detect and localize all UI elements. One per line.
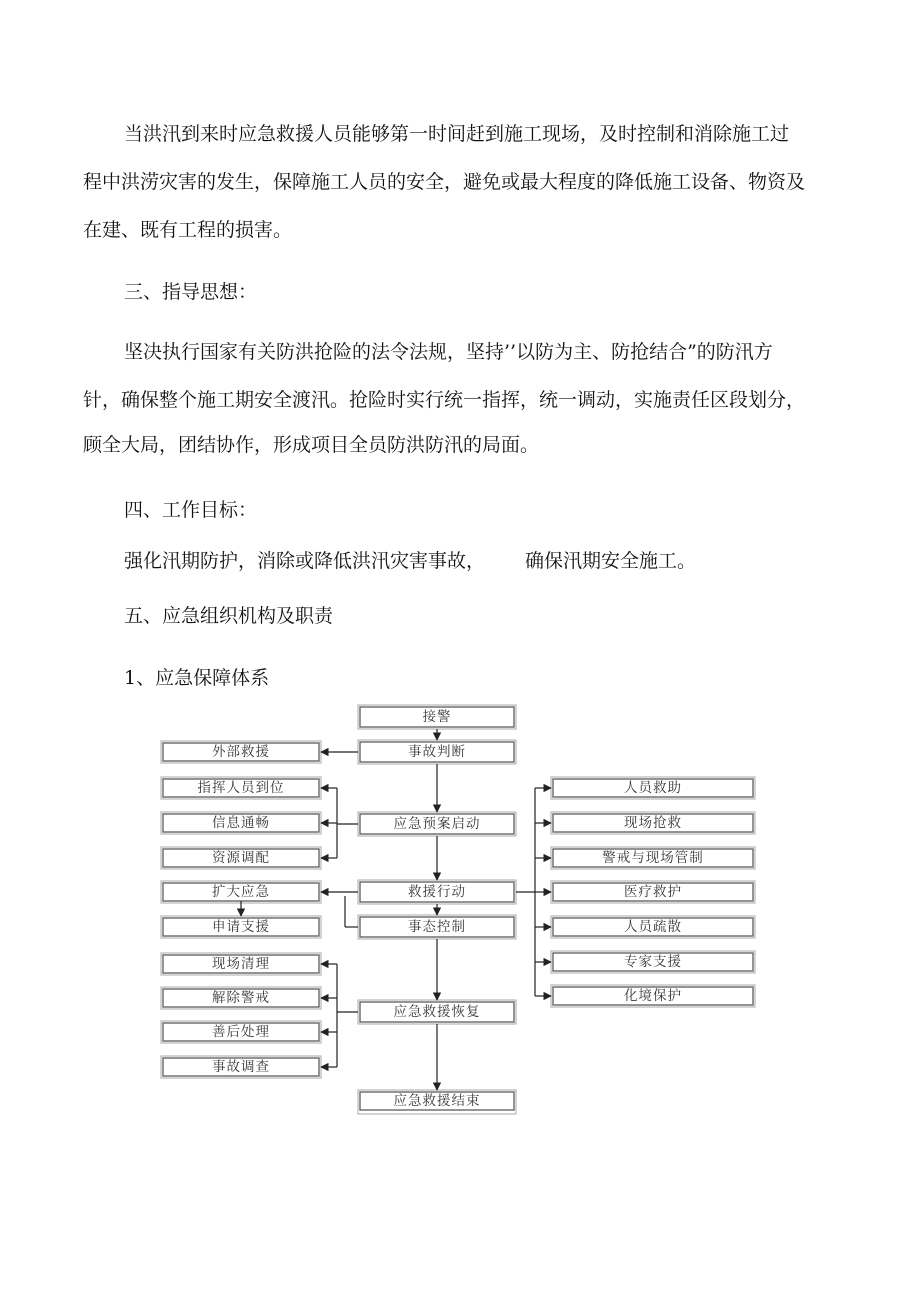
node-xinxi-tongchang (161, 812, 321, 834)
paragraph-3-part-a: 强化汛期防护，消除或降低洪汛灾害事故， (124, 550, 486, 572)
paragraph-2-line-2: 针，确保整个施工期安全渡汛。抢险时实行统一指挥，统一调动，实施责任区段划分， (83, 389, 806, 411)
node-jiuyuan-huifu (358, 1000, 516, 1024)
node-zhuanjia-zhiyuan (551, 951, 755, 973)
section-4-heading: 四、工作目标： (124, 499, 258, 521)
paragraph-1-line-3: 在建、既有工程的损害。 (83, 219, 293, 241)
svg-text:事故判断: 事故判断 (408, 744, 466, 760)
node-renyuan-shusan (551, 916, 755, 938)
node-kuoda-yingji (161, 881, 321, 903)
node-jiuyuan-jieshu (358, 1090, 516, 1114)
svg-text:信息通畅: 信息通畅 (212, 815, 270, 831)
paragraph-1-line-2: 程中洪涝灾害的发生，保障施工人员的安全，避免或最大程度的降低施工设备、物资及 (83, 171, 806, 193)
svg-text:应急救援恢复: 应急救援恢复 (393, 1004, 481, 1020)
svg-text:人员救助: 人员救助 (624, 780, 682, 796)
svg-text:应急救援结束: 应急救援结束 (393, 1093, 481, 1109)
node-shitai-kongzhi (358, 915, 516, 939)
paragraph-2-line-3: 顾全大局，团结协作，形成项目全员防洪防汛的局面。 (83, 434, 540, 456)
node-xianchang-qingli (161, 953, 321, 975)
svg-text:资源调配: 资源调配 (212, 850, 270, 866)
section-5-heading: 五、应急组织机构及职责 (124, 605, 334, 627)
node-renyuan-jiuzhu (551, 777, 755, 799)
svg-text:事故调查: 事故调查 (212, 1059, 270, 1075)
svg-text:指挥人员到位: 指挥人员到位 (197, 780, 285, 796)
node-ziyuan-tiaopei (161, 847, 321, 869)
svg-text:化境保护: 化境保护 (624, 988, 682, 1004)
section-5-1-heading: 1、应急保障体系 (124, 667, 270, 689)
svg-text:善后处理: 善后处理 (212, 1024, 270, 1040)
node-shigu-panduan (358, 740, 516, 764)
svg-text:救援行动: 救援行动 (408, 884, 466, 900)
node-yiliao-jiuhu (551, 881, 755, 903)
svg-text:人员疏散: 人员疏散 (624, 919, 682, 935)
node-xianchang-qiangjiu (551, 812, 755, 834)
svg-text:申请支援: 申请支援 (212, 919, 270, 935)
node-shenqing-zhiyuan (161, 916, 321, 938)
node-shanhou-chuli (161, 1021, 321, 1043)
svg-text:警戒与现场管制: 警戒与现场管制 (602, 850, 704, 866)
svg-text:医疗救护: 医疗救护 (624, 884, 682, 900)
svg-text:现场清理: 现场清理 (212, 956, 270, 972)
svg-text:解除警戒: 解除警戒 (212, 990, 270, 1006)
node-jingjie-guanzhi (551, 847, 755, 869)
svg-text:扩大应急: 扩大应急 (212, 884, 270, 900)
svg-text:外部救援: 外部救援 (212, 744, 270, 760)
paragraph-2-line-1: 坚决执行国家有关防洪抢险的法令法规，坚持’’以防为主、防抢结合”的防汛方 (124, 341, 773, 363)
svg-text:应急预案启动: 应急预案启动 (393, 816, 481, 832)
node-jiuyuan-xingdong (358, 880, 516, 904)
svg-text:专家支援: 专家支援 (624, 954, 682, 970)
paragraph-3-part-b: 确保汛期安全施工。 (525, 550, 697, 572)
node-yuan-qidong (358, 812, 516, 836)
section-3-heading: 三、指导思想： (124, 281, 258, 303)
svg-text:接警: 接警 (422, 709, 452, 725)
node-waibu-jiuyuan (161, 741, 321, 763)
node-shigu-diaocha (161, 1056, 321, 1078)
paragraph-1-line-1: 当洪汛到来时应急救援人员能够第一时间赶到施工现场，及时控制和消除施工过 (124, 123, 790, 145)
node-jiechu-jingjie (161, 987, 321, 1009)
svg-text:事态控制: 事态控制 (408, 919, 466, 935)
node-zhihui-daowei (161, 777, 321, 799)
svg-text:现场抢救: 现场抢救 (624, 815, 682, 831)
node-jiejing (358, 705, 516, 729)
node-huanjing-baohu (551, 985, 755, 1007)
